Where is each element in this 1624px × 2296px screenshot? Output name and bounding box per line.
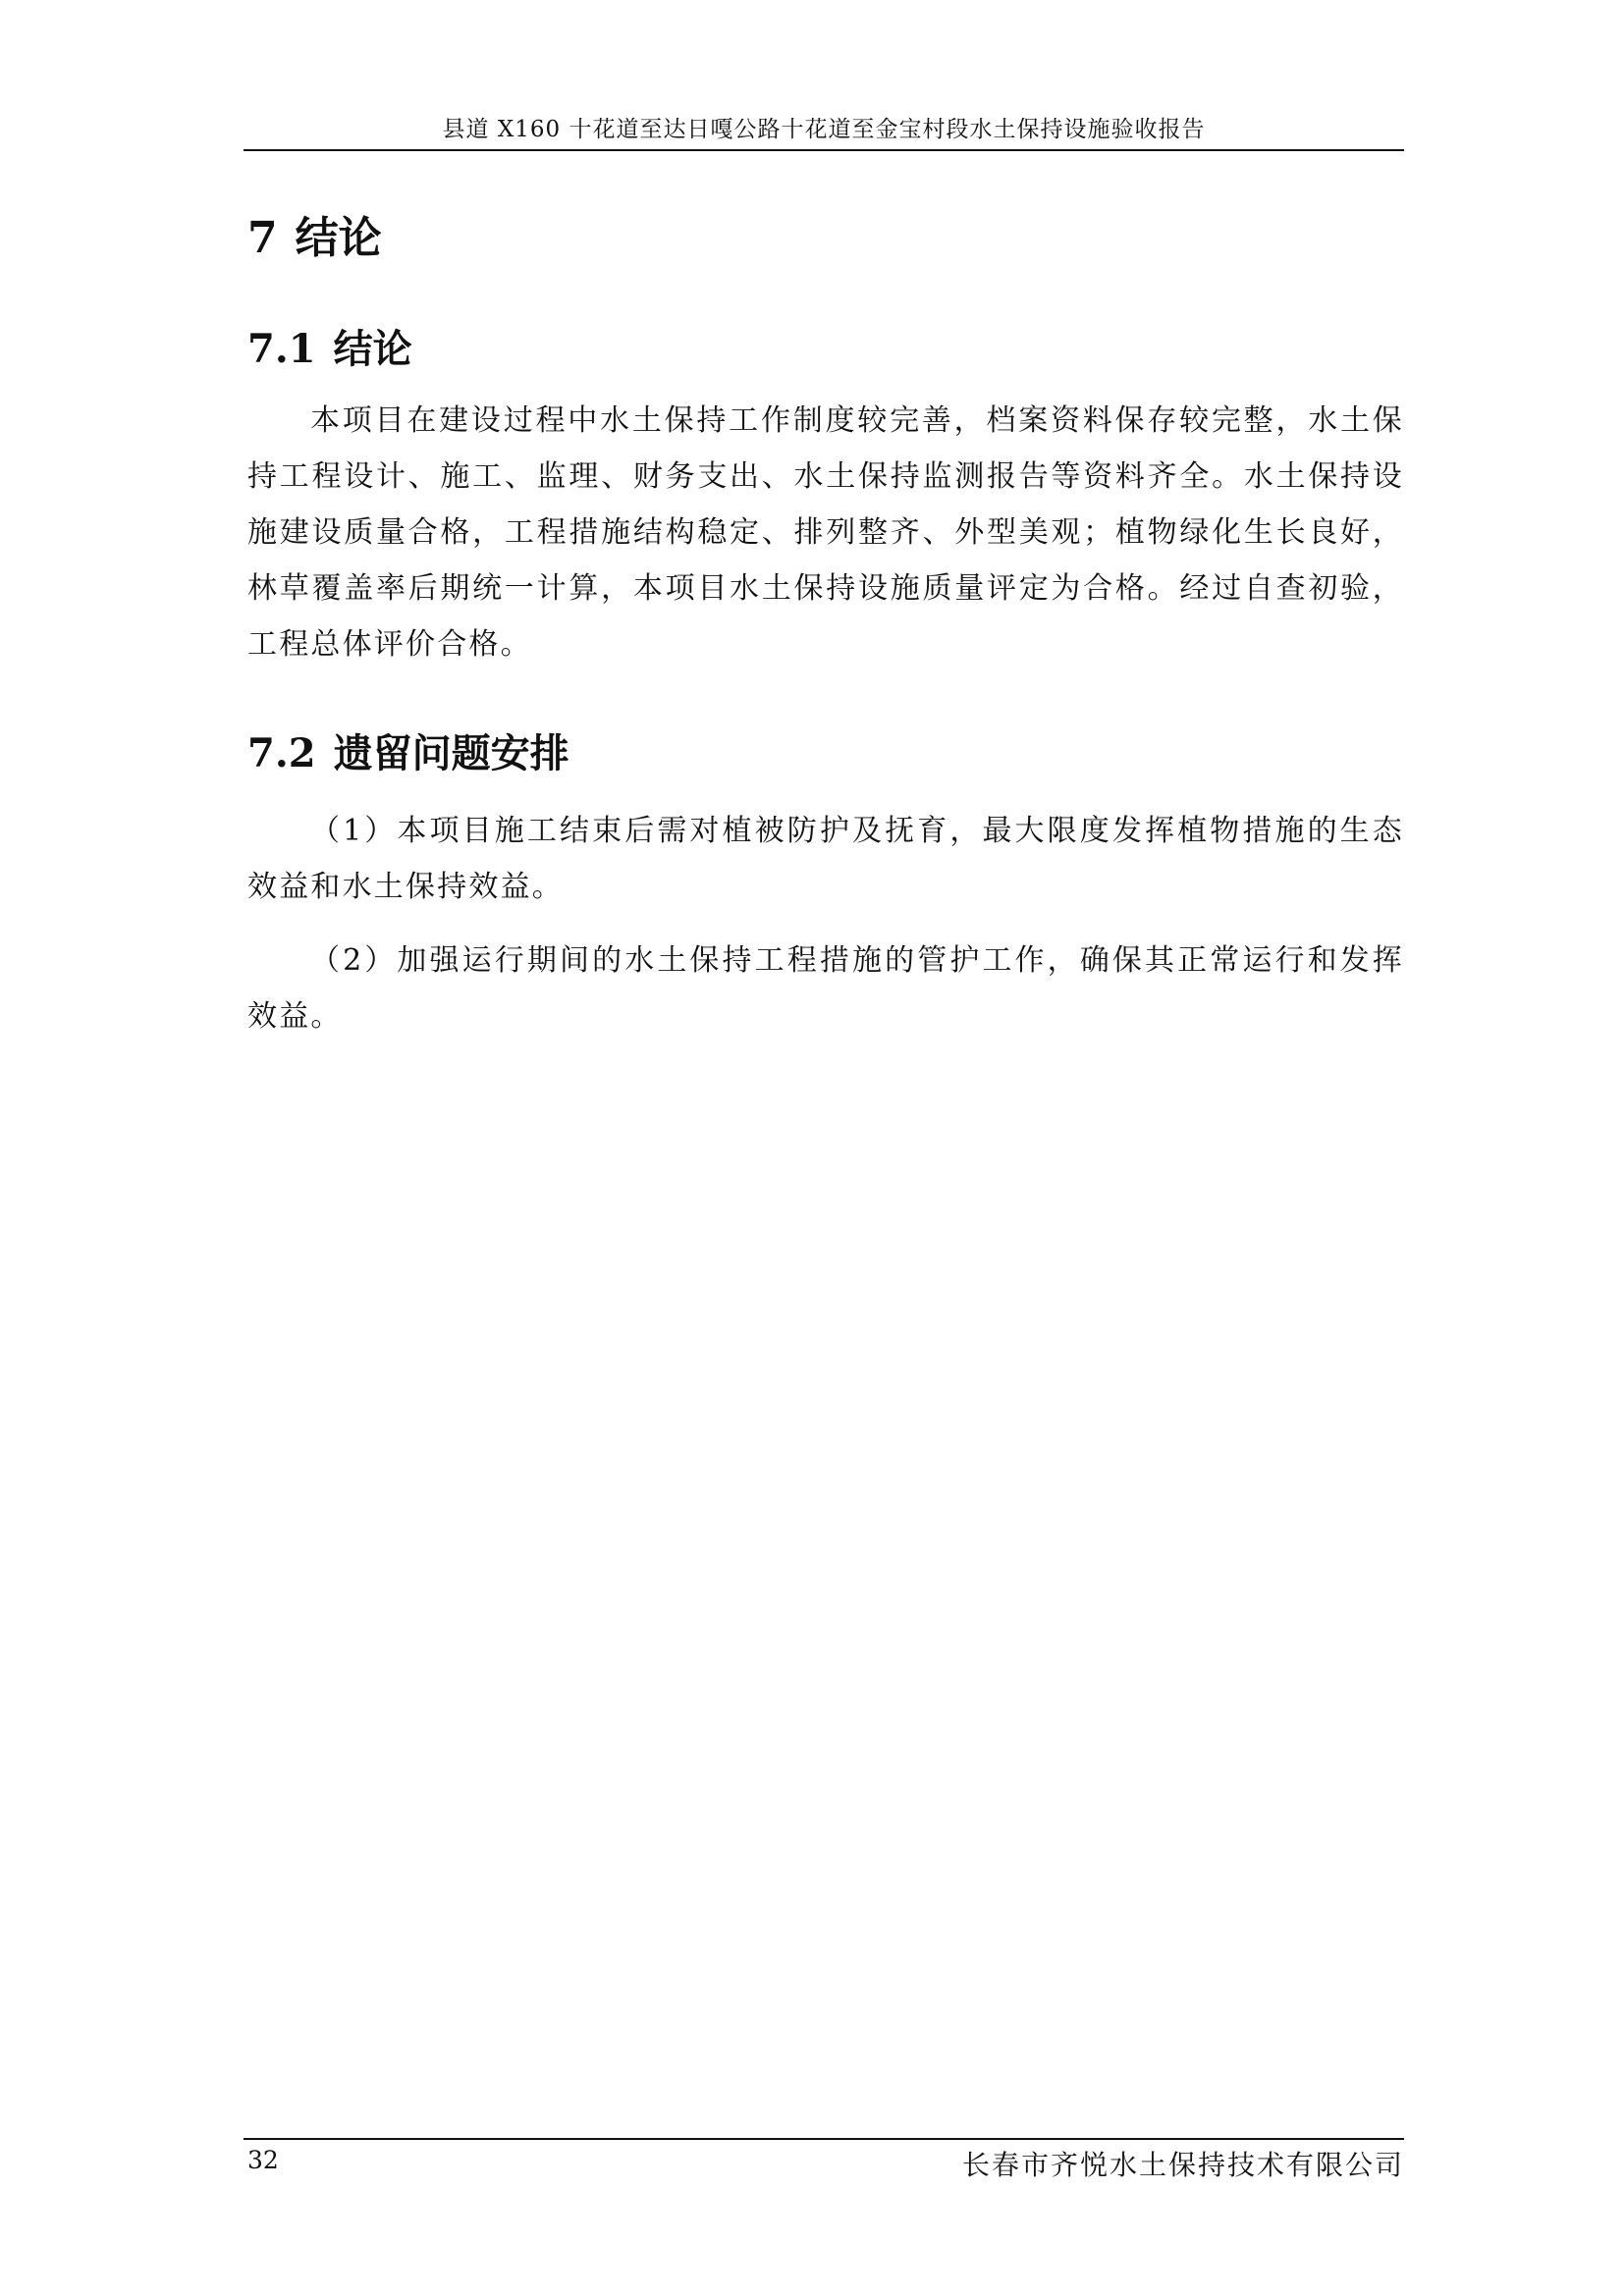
chapter-title: 结论 [295,213,382,263]
footer-divider [244,2138,1404,2140]
section-number: 7.2 [247,730,316,776]
header-divider [244,149,1404,151]
section-heading-7-1 [247,324,412,375]
chapter-heading [247,211,382,266]
section-heading-7-2 [247,728,569,779]
page-number: 32 [247,2146,279,2174]
conclusion-paragraph: 本项目在建设过程中水土保持工作制度较完善，档案资料保存较完整，水土保持工程设计、施工、监理、财务支出、水土保持监测报告等资料齐全。水土保持设施建设质量合格，工程措施结构稳定、排列整齐、外型美观；植物绿化生长良好，林草覆盖率后期统一计算，本项目水土保持设施质量评定为合格。经过自查初验，工程总体评价合格。 [247,403,1404,662]
remaining-issue-paragraph-2: （2）加强运行期间的水土保持工程措施的管护工作，确保其正常运行和发挥效益。 [247,943,1404,1034]
remaining-issue-paragraph-1: （1）本项目施工结束后需对植被防护及抚育，最大限度发挥植物措施的生态效益和水土保持效益。 [247,814,1404,904]
section-title: 结论 [333,326,412,372]
chapter-number: 7 [247,213,278,263]
section-title: 遗留问题安排 [333,730,569,776]
page-header-title: 县道 X160 十花道至达日嘎公路十花道至金宝村段水土保持设施验收报告 [442,117,1206,142]
section-number: 7.1 [247,326,316,372]
footer-company-name: 长春市齐悦水土保持技术有限公司 [961,2149,1404,2181]
